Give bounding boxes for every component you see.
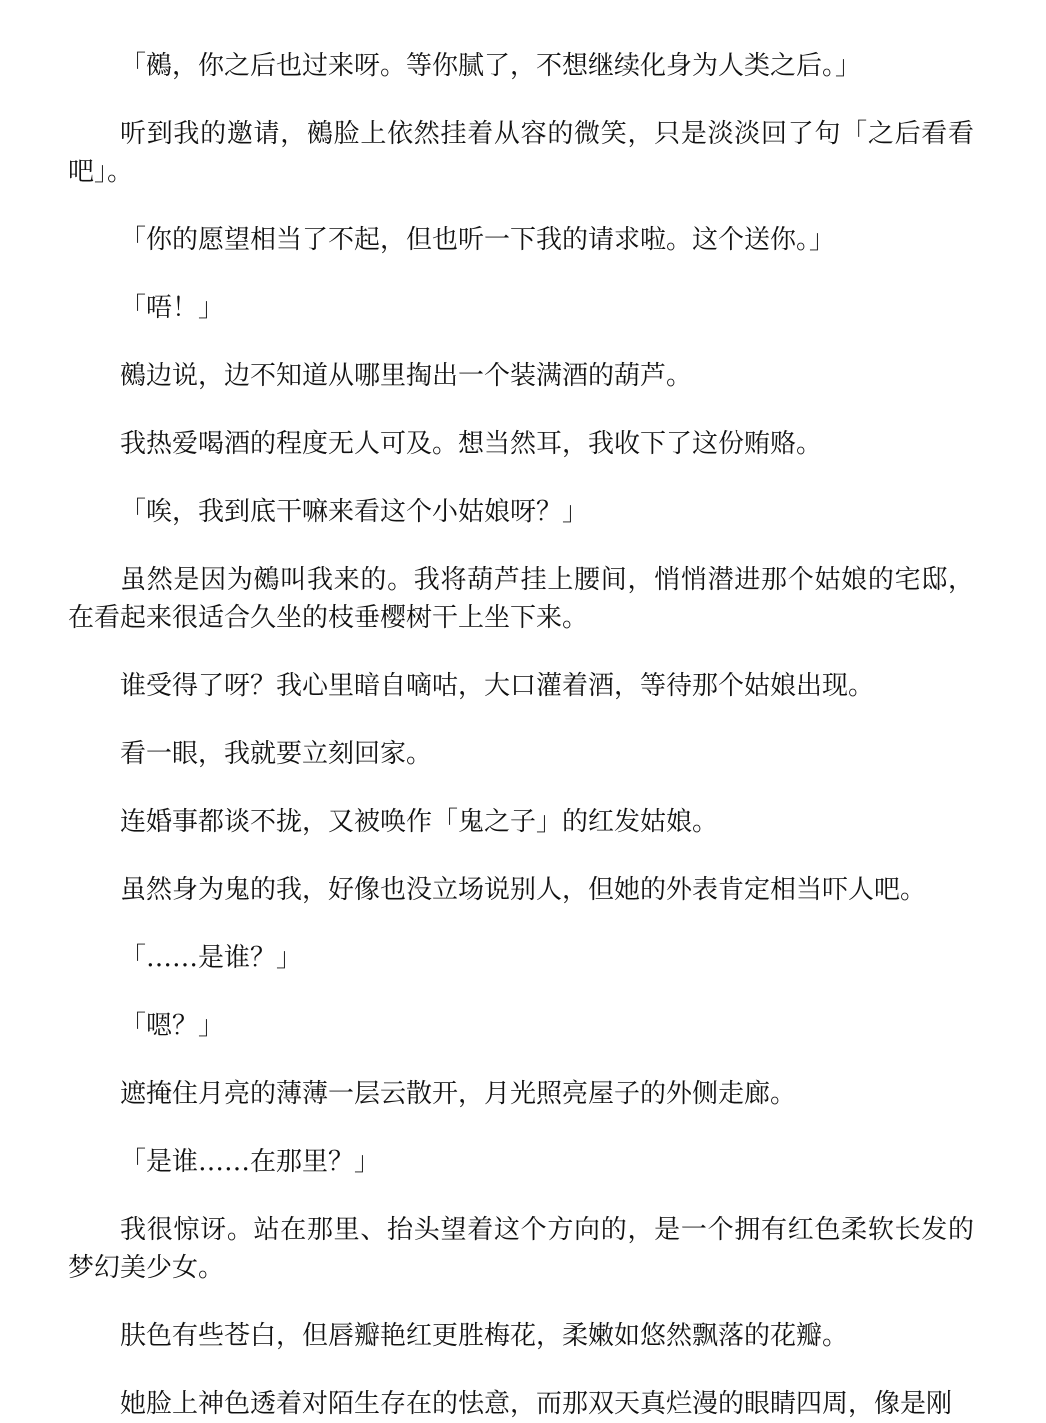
paragraph-5: 鵺边说，边不知道从哪里掏出一个装满酒的葫芦。 [120, 361, 693, 391]
paragraph-19: 她脸上神色透着对陌生存在的怯意，而那双天真烂漫的眼睛四周，像是刚 [120, 1389, 953, 1419]
paragraph-14: 「嗯？」 [120, 1011, 225, 1041]
paragraph-2: 听到我的邀请，鵺脸上依然挂着从容的微笑，只是淡淡回了句「之后看看吧」。 [68, 119, 974, 187]
paragraph-13: 「……是谁？」 [120, 943, 303, 973]
paragraph-16: 「是谁……在那里？」 [120, 1147, 381, 1177]
paragraph-10: 看一眼，我就要立刻回家。 [120, 739, 433, 769]
paragraph-12: 虽然身为鬼的我，好像也没立场说别人，但她的外表肯定相当吓人吧。 [120, 875, 927, 905]
paragraph-3: 「你的愿望相当了不起，但也听一下我的请求啦。这个送你。」 [120, 225, 836, 255]
paragraph-18: 肤色有些苍白，但唇瓣艳红更胜梅花，柔嫩如悠然飘落的花瓣。 [120, 1321, 849, 1351]
paragraph-11: 连婚事都谈不拢，又被唤作「鬼之子」的红发姑娘。 [120, 807, 719, 837]
paragraph-6: 我热爱喝酒的程度无人可及。想当然耳，我收下了这份贿赂。 [120, 429, 823, 459]
paragraph-8: 虽然是因为鵺叫我来的。我将葫芦挂上腰间，悄悄潜进那个姑娘的宅邸，在看起来很适合久坐的枝垂樱树干上坐下来。 [68, 565, 974, 633]
paragraph-9: 谁受得了呀？我心里暗自嘀咕，大口灌着酒，等待那个姑娘出现。 [120, 671, 875, 701]
paragraph-7: 「唉，我到底干嘛来看这个小姑娘呀？」 [120, 497, 589, 527]
paragraph-1: 「鵺，你之后也过来呀。等你腻了，不想继续化身为人类之后。」 [120, 51, 862, 81]
paragraph-17: 我很惊讶。站在那里、抬头望着这个方向的，是一个拥有红色柔软长发的梦幻美少女。 [68, 1215, 974, 1283]
paragraph-4: 「唔！」 [120, 293, 225, 323]
paragraph-15: 遮掩住月亮的薄薄一层云散开，月光照亮屋子的外侧走廊。 [120, 1079, 797, 1109]
